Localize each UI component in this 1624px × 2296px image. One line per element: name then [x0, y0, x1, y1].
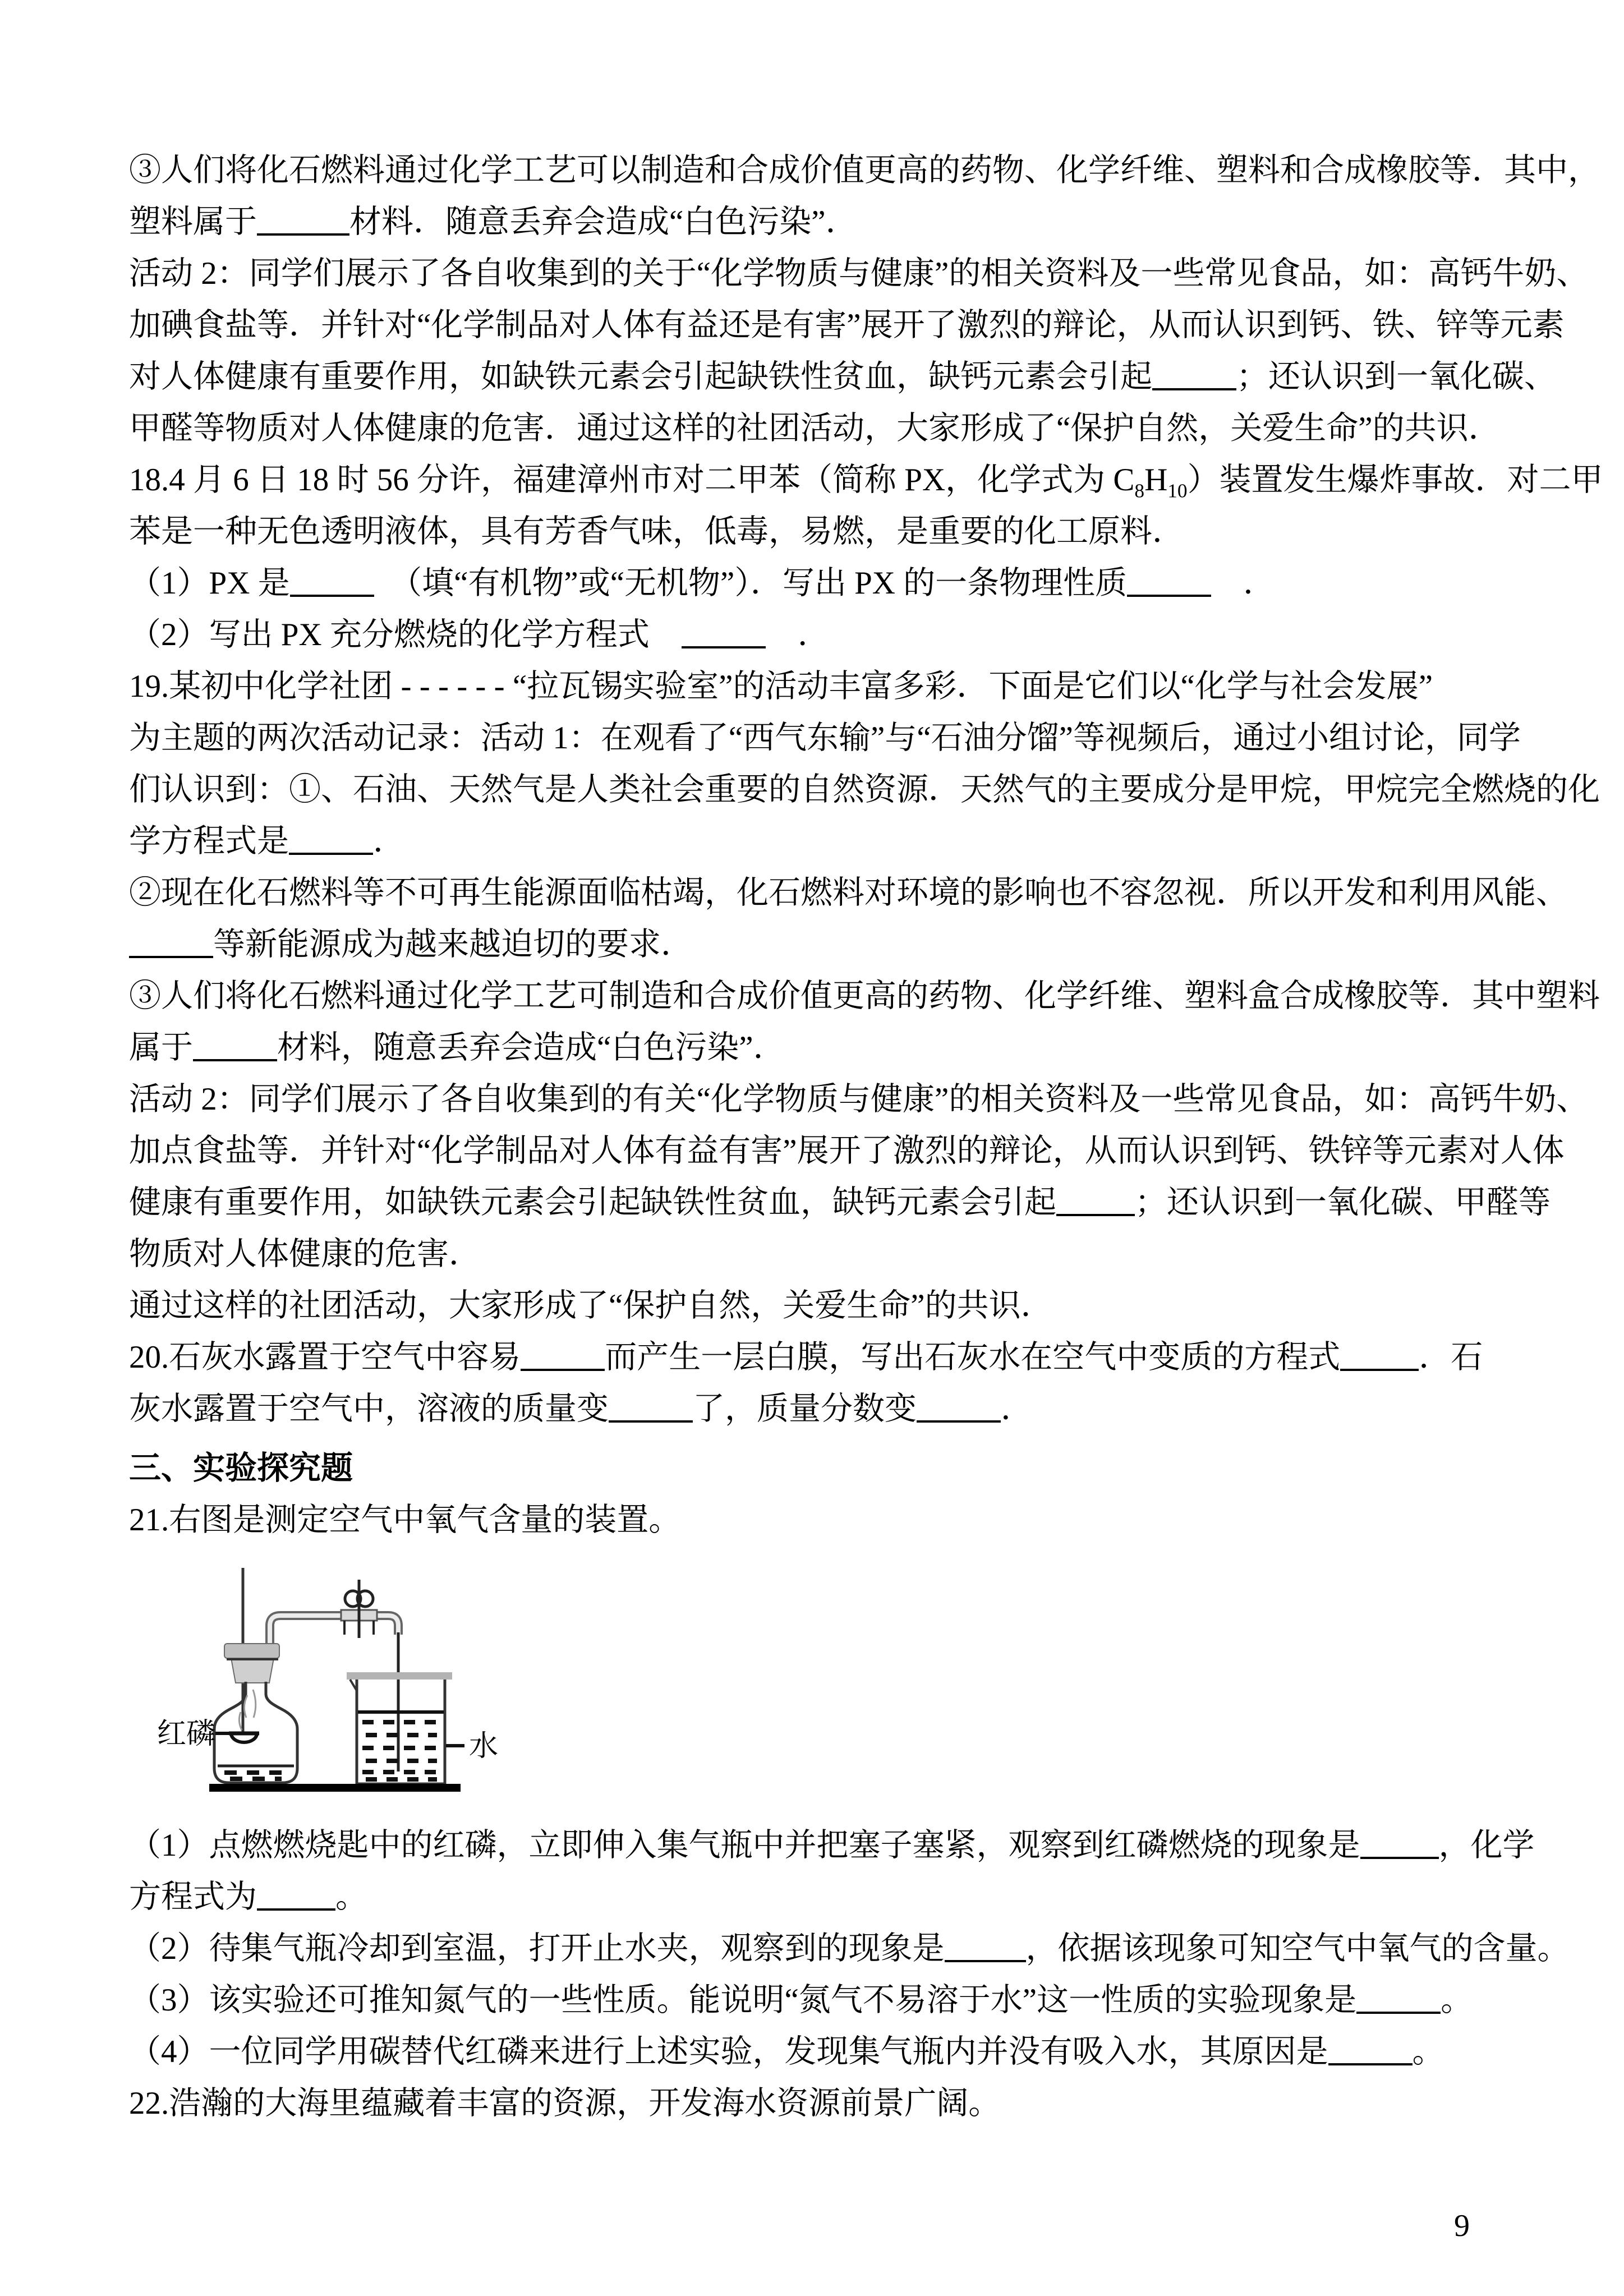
text-line: （4）一位同学用碳替代红磷来进行上述实验，发现集气瓶内并没有吸入水，其原因是 。 — [129, 2034, 1444, 2069]
blank-field — [1340, 1363, 1419, 1371]
blank-field — [1127, 589, 1211, 597]
text-line: 19.某初中化学社团 - - - - - - “拉瓦锡实验室”的活动丰富多彩．下面是它们以“化学与社会发展” — [129, 669, 1433, 704]
text-line: 健康有重要作用，如缺铁元素会引起缺铁性贫血，缺钙元素会引起 ；还认识到一氧化碳、甲醛等 — [129, 1185, 1551, 1220]
apparatus-diagram — [145, 1548, 734, 1818]
blank-field — [917, 1415, 1001, 1423]
blank-field — [257, 1903, 335, 1911]
text-line: （1）点燃燃烧匙中的红磷，立即伸入集气瓶中并把塞子塞紧，观察到红磷燃烧的现象是 ，化学 — [129, 1828, 1535, 1863]
pinch-clamp-icon — [341, 1580, 377, 1638]
text-line: 为主题的两次活动记录：活动 1：在观看了“西气东输”与“石油分馏”等视频后，通过小组讨论，同学 — [129, 720, 1521, 756]
text-line: 加点食盐等．并针对“化学制品对人体有益有害”展开了激烈的辩论，从而认识到钙、铁锌等元素对人体 — [129, 1133, 1565, 1168]
text-line: 塑料属于 材料．随意丢弃会造成“白色污染”． — [129, 204, 858, 240]
beaker-rim — [347, 1672, 452, 1680]
text-line: 苯是一种无色透明液体，具有芳香气味，低毒，易燃，是重要的化工原料． — [129, 514, 1184, 549]
blank-field — [1056, 1208, 1135, 1216]
blank-field — [1356, 2006, 1441, 2014]
oxygen-measurement-apparatus-figure — [129, 1546, 1515, 1820]
text-line: 活动 2：同学们展示了各自收集到的关于“化学物质与健康”的相关资料及一些常见食品，如：高钙牛奶、 — [129, 256, 1589, 291]
text-line: 21.右图是测定空气中氧气含量的装置。 — [129, 1502, 681, 1538]
text-line: 等新能源成为越来越迫切的要求． — [129, 919, 1515, 970]
text-line: 们认识到：①、石油、天然气是人类社会重要的自然资源．天然气的主要成分是甲烷，甲烷完全燃烧的化 — [129, 772, 1600, 807]
text-line: 方程式为 。 — [129, 1879, 367, 1915]
text-line: 通过这样的社团活动，大家形成了“保护自然，关爱生命”的共识． — [129, 1288, 1053, 1323]
text-line: 22.浩瀚的大海里蕴藏着丰富的资源，开发海水资源前景广阔。 — [129, 2086, 1001, 2121]
text-block-lower — [129, 1820, 1570, 2129]
bench-base-line — [209, 1784, 461, 1792]
text-line: 甲醛等物质对人体健康的危害．通过这样的社团活动，大家形成了“保护自然，关爱生命”的共识． — [129, 411, 1501, 446]
page-number: 9 — [1454, 2208, 1470, 2243]
blank-field — [290, 589, 374, 597]
diagram-labels — [157, 1718, 498, 1763]
text-line: 加碘食盐等．并针对“化学制品对人体有益还是有害”展开了激烈的辩论，从而认识到钙、铁、锌等元素 — [129, 307, 1565, 343]
blank-field — [682, 641, 766, 648]
text-line: 活动 2：同学们展示了各自收集到的有关“化学物质与健康”的相关资料及一些常见食品，如：高钙牛奶、 — [129, 1082, 1589, 1117]
text-line: 灰水露置于空气中，溶液的质量变 了，质量分数变 ． — [129, 1391, 1033, 1427]
water-label: 水 — [469, 1731, 499, 1763]
text-line: 学方程式是 ． — [129, 823, 405, 859]
text-line: （1）PX 是 （填“有机物”或“无机物”）．写出 PX 的一条物理性质 ． — [129, 565, 1276, 601]
text-line: （2）写出 PX 充分燃烧的化学方程式 ． — [129, 617, 830, 652]
water-dashes — [362, 1722, 440, 1779]
blank-field — [521, 1363, 605, 1371]
chemical-subscript: 8 — [1134, 480, 1145, 502]
blank-field — [1152, 383, 1236, 390]
blank-field — [129, 950, 213, 958]
stopper — [224, 1644, 279, 1683]
blank-field — [945, 1954, 1026, 1962]
blank-field — [1360, 1851, 1439, 1859]
text-line: ③人们将化石燃料通过化学工艺可制造和合成价值更高的药物、化学纤维、塑料盒合成橡胶等．其中塑料 — [129, 978, 1600, 1014]
text-line: （2）待集气瓶冷却到室温，打开止水夹，观察到的现象是 ，依据该现象可知空气中氧气的含量。 — [129, 1931, 1570, 1966]
text-line: 属于 材料，随意丢弃会造成“白色污染”． — [129, 1030, 785, 1065]
text-block-upper — [129, 145, 1603, 1546]
blank-field — [289, 847, 373, 855]
combustion-spoon — [229, 1733, 259, 1742]
red-phosphorus-label: 红磷 — [157, 1718, 216, 1750]
document-body — [129, 145, 1603, 2129]
text-line: 物质对人体健康的危害． — [129, 1236, 481, 1272]
text-line: ②现在化石燃料等不可再生能源面临枯竭，化石燃料对环境的影响也不容忽视．所以开发和利用风能、 — [129, 875, 1568, 910]
text-line: 对人体健康有重要作用，如缺铁元素会引起缺铁性贫血，缺钙元素会引起 ；还认识到一氧化碳、 — [129, 359, 1556, 394]
blank-field — [609, 1415, 693, 1423]
blank-field — [257, 228, 349, 236]
text-line: ③人们将化石燃料通过化学工艺可以制造和合成价值更高的药物、化学纤维、塑料和合成橡胶等．其中， — [129, 153, 1600, 188]
connecting-tube — [270, 1616, 398, 1772]
section-heading: 三、实验探究题 — [129, 1451, 353, 1486]
blank-field — [193, 1053, 277, 1061]
text-line: 20.石灰水露置于空气中容易 而产生一层白膜，写出石灰水在空气中变质的方程式 ．石 — [129, 1340, 1483, 1375]
chemical-subscript: 10 — [1167, 480, 1188, 502]
text-line: 18.4 月 6 日 18 时 56 分许，福建漳州市对二甲苯（简称 PX，化学式为 $C_8H_{10}$）装置发生爆炸事故．对二甲 — [129, 462, 1603, 502]
blank-field — [1328, 2058, 1413, 2065]
bottle-water-dashes — [224, 1773, 288, 1779]
text-line: （3）该实验还可推知氮气的一些性质。能说明“氮气不易溶于水”这一性质的实验现象是 。 — [129, 1982, 1473, 2018]
